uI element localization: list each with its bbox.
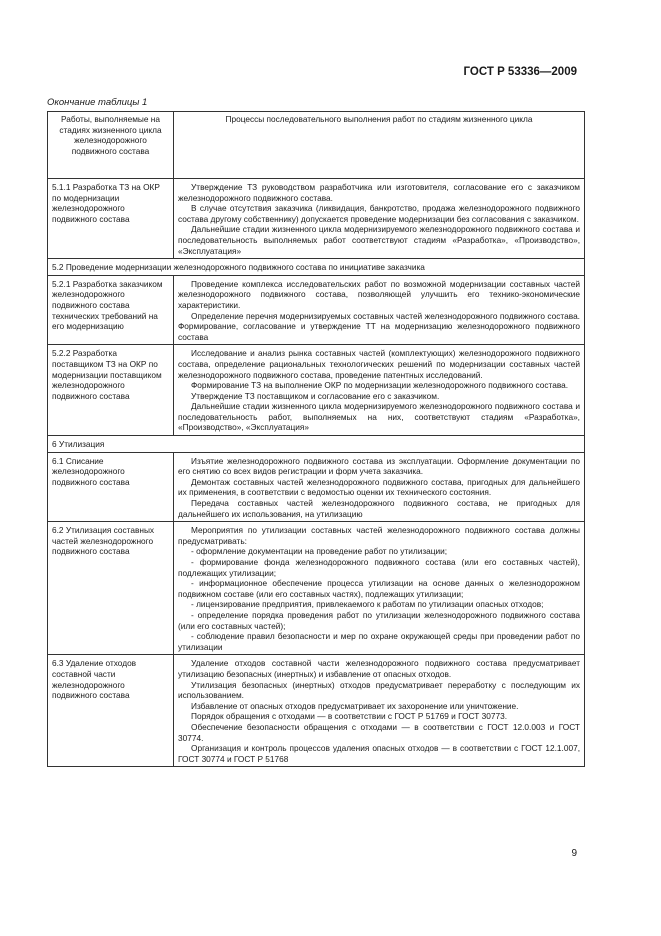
table-caption: Окончание таблицы 1 [47, 97, 148, 108]
process-paragraph: - формирование фонда железнодорожного подвижного состава (или его составных частей), подлежащих утилизации; [178, 557, 580, 578]
process-paragraph: Передача составных частей железнодорожного подвижного состава, не пригодных для дальнейшего их использования, на утилизацию [178, 498, 580, 519]
process-paragraph: Утилизация безопасных (инертных) отходов предусматривает переработку с последующим их использованием. [178, 679, 580, 701]
stage-cell: 6.2 Утилизация составных частей железнодорожного подвижного состава [48, 522, 174, 655]
process-cell [174, 179, 585, 259]
process-cell [174, 655, 585, 767]
process-paragraph: В случае отсутствия заказчика (ликвидация, банкротство, продажа железнодорожного подвижного состава другому собственнику) допускается проведение модернизации без согласования с заказчиком. [178, 203, 580, 224]
process-paragraph: Удаление отходов составной части железнодорожного подвижного состава предусматривает утилизацию безопасных (инертных) и избавление от опасных отходов. [178, 658, 580, 679]
process-paragraph: Определение перечня модернизируемых составных частей железнодорожного подвижного состава. Формирование, согласование и утверждение ТТ на модернизацию железнодорожного подвижного состава [178, 310, 580, 342]
section-title: 6 Утилизация [48, 436, 585, 453]
process-paragraph: Проведение комплекса исследовательских работ по возможной модернизации составных частей железнодорожного подвижного состава, позволяющей улучшить его технико-экономические характеристики. [178, 278, 580, 310]
process-paragraph: - определение порядка проведения работ по утилизации железнодорожного подвижного состава (или его составных частей); [178, 609, 580, 631]
table-row [48, 179, 585, 259]
process-cell [174, 522, 585, 655]
stage-cell: 6.1 Списание железнодорожного подвижного состава [48, 452, 174, 522]
process-paragraph: - лицензирование предприятия, привлекаемого к работам по утилизации опасных отходов; [191, 599, 544, 610]
process-paragraph: Демонтаж составных частей железнодорожного подвижного состава, пригодных для дальнейшего их применения, в соответствии с ведомостью оценки их технического состояния. [178, 476, 580, 498]
process-paragraph: - соблюдение правил безопасности и мер по охране окружающей среды при проведении работ по утилизации [178, 631, 580, 652]
process-paragraph: Формирование ТЗ на выполнение ОКР по модернизации железнодорожного подвижного состава. [191, 380, 569, 391]
process-paragraph: Обеспечение безопасности обращения с отходами — в соответствии с ГОСТ 12.0.003 и ГОСТ 30774. [178, 721, 580, 743]
stage-cell: 5.2.1 Разработка заказчиком железнодорожного подвижного состава технических требований на его модернизацию [48, 275, 174, 345]
process-paragraph: Избавление от опасных отходов предусматривает их захоронение или уничтожение. [191, 700, 519, 711]
process-paragraph: Утверждение ТЗ руководством разработчика или изготовителя, согласование его с заказчиком железнодорожного подвижного состава. [178, 182, 580, 203]
table-row [48, 275, 585, 345]
table-section-row [48, 259, 585, 276]
table-row [48, 452, 585, 522]
stage-cell: 5.2.2 Разработка поставщиком ТЗ на ОКР по модернизации поставщиком железнодорожного подвижного состава [48, 345, 174, 436]
process-paragraph: - оформление документации на проведение работ по утилизации; [191, 546, 448, 557]
process-paragraph: Изъятие железнодорожного подвижного состава из эксплуатации. Оформление документации по его снятию со всех видов регистрации и форм учета заказчика. [178, 455, 580, 477]
table-row [48, 345, 585, 436]
lifecycle-table [47, 111, 585, 767]
column-header-stage: Работы, выполняемые на стадиях жизненного цикла железнодорожного подвижного состава [48, 112, 174, 179]
stage-cell: 5.1.1 Разработка ТЗ на ОКР по модернизации железнодорожного подвижного состава [48, 179, 174, 259]
process-cell [174, 452, 585, 522]
process-paragraph: Утверждение ТЗ поставщиком и согласование его с заказчиком. [191, 390, 440, 401]
column-header-processes: Процессы последовательного выполнения работ по стадиям жизненного цикла [174, 112, 585, 179]
process-cell [174, 275, 585, 345]
process-paragraph: - информационное обеспечение процесса утилизации на основе данных о железнодорожном подвижном составе (или его составных частях), подлежащих утилизации; [178, 578, 580, 599]
process-paragraph: Организация и контроль процессов удаления опасных отходов — в соответствии с ГОСТ 12.1.007, ГОСТ 30774 и ГОСТ Р 51768 [178, 743, 580, 764]
process-paragraph: Дальнейшие стадии жизненного цикла модернизируемого железнодорожного подвижного состава и последовательность работ, выполняемых на них, соответствуют стадиям «Разработка», «Производство», «Эксплуатация» [178, 401, 580, 433]
process-paragraph: Мероприятия по утилизации составных частей железнодорожного подвижного состава должны предусматривать: [178, 525, 580, 546]
stage-cell: 6.3 Удаление отходов составной части железнодорожного подвижного состава [48, 655, 174, 767]
document-code: ГОСТ Р 53336—2009 [463, 66, 577, 78]
page-number: 9 [571, 848, 577, 859]
process-cell [174, 345, 585, 436]
table-header-row [48, 112, 585, 179]
table-row [48, 655, 585, 767]
process-paragraph: Исследование и анализ рынка составных частей (комплектующих) железнодорожного подвижного состава, определение рациональных технологических решений по модернизации составных частей железнодорожного подвижного состава, проведение патентных исследований. [178, 348, 580, 380]
process-paragraph: Дальнейшие стадии жизненного цикла модернизируемого железнодорожного подвижного состава и последовательность выполняемых работ соответствуют стадиям «Разработка», «Производство», «Эксплуатация» [178, 224, 580, 256]
process-paragraph: Порядок обращения с отходами — в соответствии с ГОСТ Р 51769 и ГОСТ 30773. [191, 711, 508, 722]
table-row [48, 522, 585, 655]
section-title: 5.2 Проведение модернизации железнодорожного подвижного состава по инициативе заказчика [48, 259, 585, 276]
table-section-row [48, 436, 585, 453]
